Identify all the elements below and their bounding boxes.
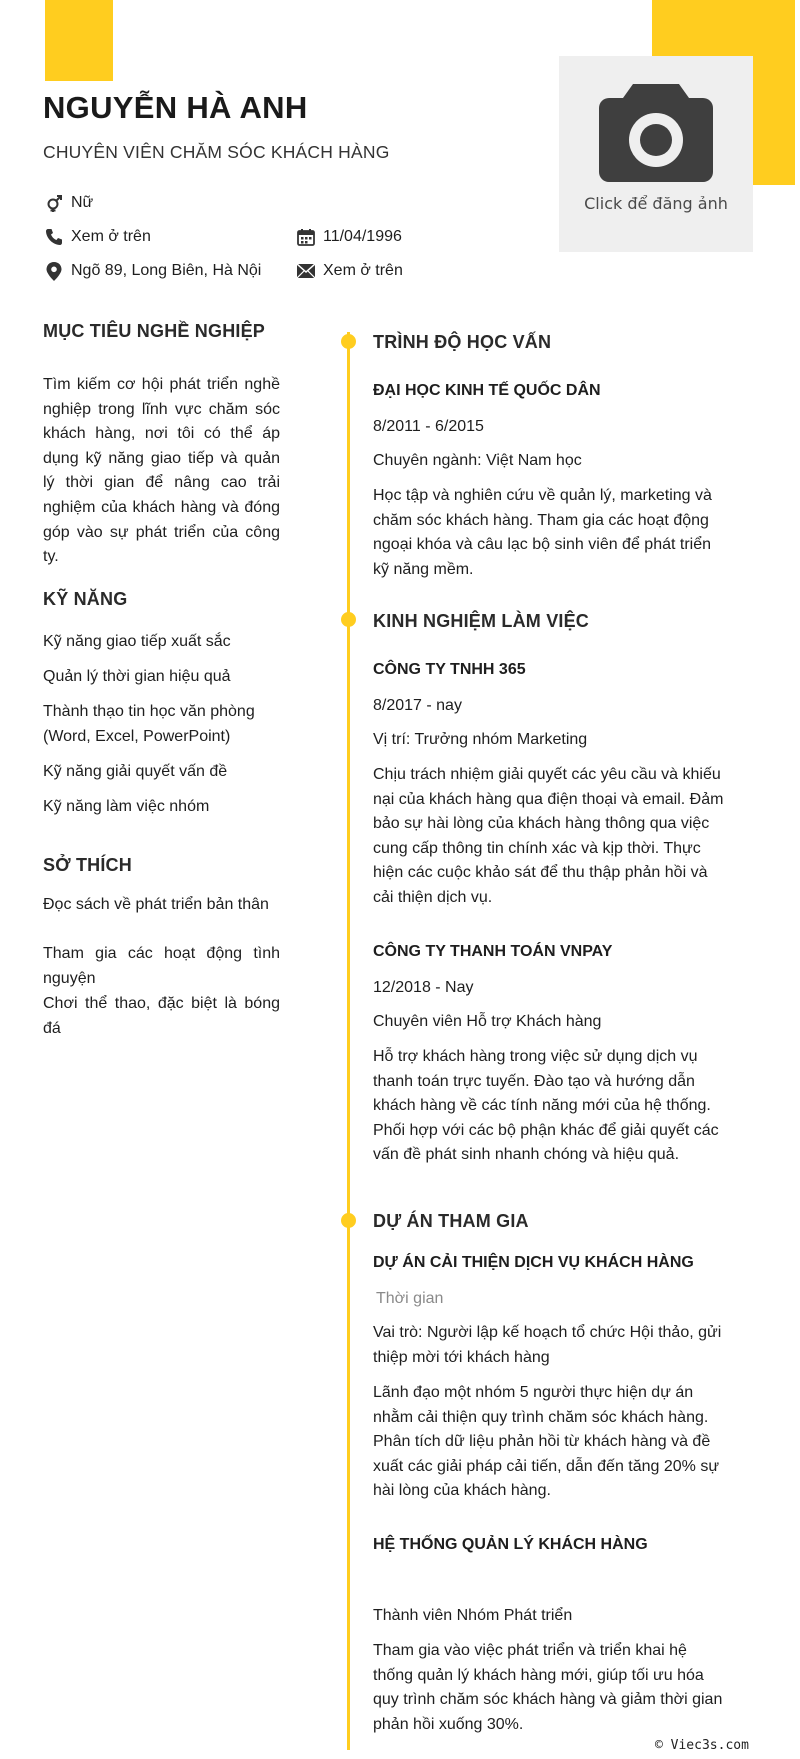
skill-item: Thành thạo tin học văn phòng (Word, Excel, PowerPoint) <box>43 703 255 745</box>
experience-position: Chuyên viên Hỗ trợ Khách hàng <box>373 1013 602 1030</box>
projects-title: DỰ ÁN THAM GIA <box>373 1211 529 1231</box>
info-gender <box>43 192 93 214</box>
phone-icon <box>43 226 65 248</box>
experience-company: CÔNG TY TNHH 365 <box>373 661 526 678</box>
skill-item: Kỹ năng làm việc nhóm <box>43 798 210 815</box>
email-value: Xem ở trên <box>323 262 403 279</box>
education-description: Học tập và nghiên cứu về quản lý, marketing và chăm sóc khách hàng. Tham gia các hoạt động ngoại khóa và câu lạc bộ sinh viên để phát triển kỹ năng mềm. <box>373 487 712 578</box>
calendar-icon <box>295 226 317 248</box>
timeline-dot <box>341 612 356 627</box>
experience-position: Vị trí: Trưởng nhóm Marketing <box>373 731 588 748</box>
birthday-value: 11/04/1996 <box>323 228 402 245</box>
skill-item: Kỹ năng giải quyết vấn đề <box>43 763 228 780</box>
experience-company: CÔNG TY THANH TOÁN VNPAY <box>373 943 613 960</box>
location-pin-icon <box>43 260 65 282</box>
job-title: CHUYÊN VIÊN CHĂM SÓC KHÁCH HÀNG <box>43 142 390 162</box>
project-name: DỰ ÁN CẢI THIỆN DỊCH VỤ KHÁCH HÀNG <box>373 1254 694 1271</box>
project-period: Thời gian <box>376 1290 444 1307</box>
skill-item: Kỹ năng giao tiếp xuất sắc <box>43 633 231 650</box>
project-description: Tham gia vào việc phát triển và triển khai hệ thống quản lý khách hàng mới, giúp tối ưu hóa quy trình chăm sóc khách hàng và giảm thời gian phản hồi xuống 30%. <box>373 1642 723 1733</box>
timeline-line <box>347 332 350 1750</box>
experience-period: 12/2018 - Nay <box>373 979 474 996</box>
hobby-item: Tham gia các hoạt động tình nguyện <box>43 945 280 987</box>
envelope-icon <box>295 260 317 282</box>
project-description: Lãnh đạo một nhóm 5 người thực hiện dự án nhằm cải thiện quy trình chăm sóc khách hàng. Phân tích dữ liệu phản hồi từ khách hàng và đề xuất các giải pháp cải tiến, dẫn đến tăng 20% sự hài lòng của khách hàng. <box>373 1384 720 1500</box>
experience-description: Hỗ trợ khách hàng trong việc sử dụng dịch vụ thanh toán trực tuyến. Đào tạo và hướng dẫn khách hàng về các tính năng mới của hệ thống. Phối hợp với các bộ phận khác để giải quyết các vấn đề phát sinh nhanh chóng và hiệu quả. <box>373 1048 719 1164</box>
photo-upload-label: Click để đăng ảnh <box>584 194 728 213</box>
hobbies-title: SỞ THÍCH <box>43 855 132 875</box>
photo-upload[interactable] <box>559 56 753 252</box>
info-address <box>43 260 261 282</box>
objective-title: MỤC TIÊU NGHỀ NGHIỆP <box>43 321 266 341</box>
camera-icon <box>599 84 713 182</box>
address-value: Ngõ 89, Long Biên, Hà Nội <box>71 262 262 279</box>
education-title: TRÌNH ĐỘ HỌC VẤN <box>373 332 552 352</box>
project-role: Thành viên Nhóm Phát triển <box>373 1607 573 1624</box>
info-email <box>295 260 403 282</box>
gender-icon <box>43 192 65 214</box>
skill-item: Quản lý thời gian hiệu quả <box>43 668 231 685</box>
accent-block-left <box>45 0 113 81</box>
gender-value: Nữ <box>71 194 94 211</box>
info-birthday <box>295 226 402 248</box>
education-school: ĐẠI HỌC KINH TẾ QUỐC DÂN <box>373 382 601 399</box>
watermark: © Viec3s.com <box>655 1738 749 1753</box>
skills-title: KỸ NĂNG <box>43 589 128 609</box>
objective-text: Tìm kiếm cơ hội phát triển nghề nghiệp trong lĩnh vực chăm sóc khách hàng, nơi tôi có thể áp dụng kỹ năng giao tiếp và quản lý thời gian để nâng cao trải nghiệm của khách hàng và đóng góp vào sự phát triển của công ty. <box>43 376 280 566</box>
timeline-dot <box>341 1213 356 1228</box>
project-role: Vai trò: Người lập kế hoạch tổ chức Hội thảo, gửi thiệp mời tới khách hàng <box>373 1324 722 1366</box>
hobby-item: Đọc sách về phát triển bản thân <box>43 896 269 913</box>
experience-description: Chịu trách nhiệm giải quyết các yêu cầu và khiếu nại của khách hàng qua điện thoại và email. Đảm bảo sự hài lòng của khách hàng thông qua việc cung cấp thông tin chính xác và kịp thời. Thực hiện các cuộc khảo sát để thu thập phản hồi và cải thiện dịch vụ. <box>373 766 724 906</box>
experience-period: 8/2017 - nay <box>373 697 462 714</box>
education-period: 8/2011 - 6/2015 <box>373 418 484 435</box>
phone-value: Xem ở trên <box>71 228 151 245</box>
info-phone <box>43 226 151 248</box>
timeline-dot <box>341 334 356 349</box>
candidate-name: NGUYỄN HÀ ANH <box>43 90 308 125</box>
project-name: HỆ THỐNG QUẢN LÝ KHÁCH HÀNG <box>373 1536 648 1553</box>
experience-title: KINH NGHIỆM LÀM VIỆC <box>373 611 590 631</box>
education-major: Chuyên ngành: Việt Nam học <box>373 452 582 469</box>
hobby-item: Chơi thể thao, đặc biệt là bóng đá <box>43 995 280 1037</box>
